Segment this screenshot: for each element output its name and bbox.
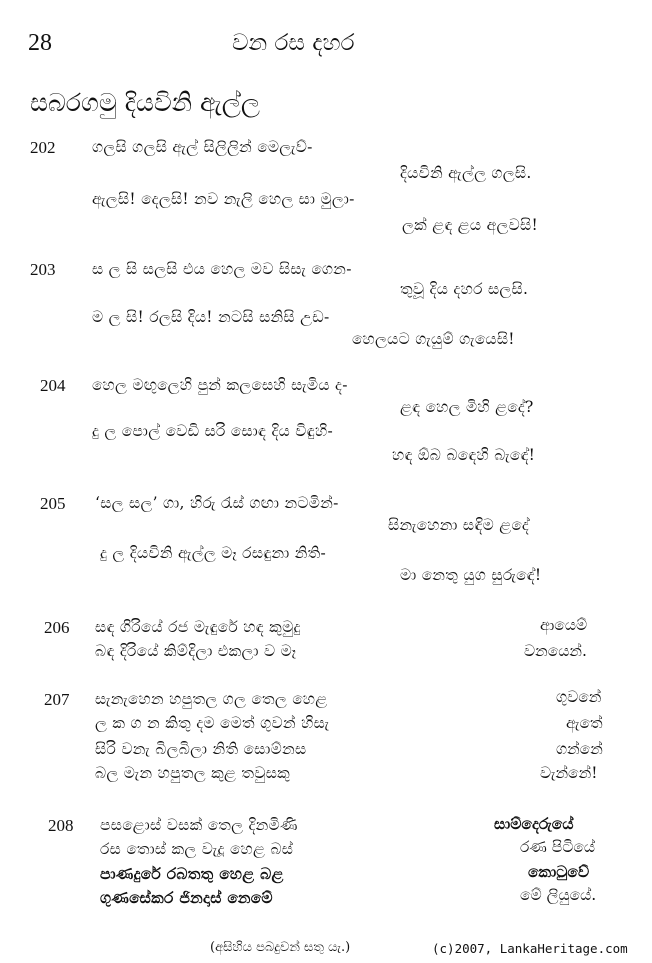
verse-line: හෙලයට ගැයුම් ගැයෙසි!: [352, 330, 515, 348]
verse-line: පසළොස් වසක් තෙල දිනමිණි: [100, 816, 298, 834]
verse-number: 205: [40, 494, 66, 513]
verse-line: බඳ දිරියේ කිම්දිලා එකලා ව මෑ: [95, 642, 297, 660]
verse-line: සිනැහෙනා සඳිම ළදේ: [388, 516, 530, 534]
verse-number: 203: [30, 260, 56, 279]
verse-line: රස තොස් කල වැදූ හෙළ බස්: [100, 840, 294, 858]
verse-line: දු ල දියවිනි ඇල්ල මෑ රසඳුනා නිති-: [100, 544, 327, 562]
verse-line: ලක් ළඳ ළය අලවසි!: [402, 216, 538, 234]
verse-line: ඇලසි! දෙලසි! නව නැලි හෙල සා මුලා-: [92, 190, 355, 208]
footer-note: (අසිහිය පබදුවන් සතු යැ.): [210, 940, 351, 955]
verse-line: ගුණසේකර ජිනදාස් නෙමේ: [100, 888, 273, 907]
verse-refrain: ඇතේ: [566, 714, 603, 732]
verse-refrain: ගුවනේ: [556, 688, 602, 706]
verse-number: 204: [40, 376, 66, 395]
verse-line: ස ල සි සලසි එය හෙල මව සිසැ ගෙන-: [92, 260, 352, 278]
verse-refrain: ගන්නේ: [556, 740, 603, 758]
page-number: 28: [28, 30, 52, 56]
verse-line: තුවූ දිය දහර සලසි.: [400, 280, 529, 298]
copyright-notice: (c)2007, LankaHeritage.com: [432, 941, 628, 956]
verse-number: 208: [48, 816, 74, 835]
verse-line: සඳ ගිරියේ රජ මැඳුරේ හඳ කුමුදු: [95, 618, 301, 636]
verse-refrain: සාම්දෙරුයේ: [494, 814, 574, 833]
verse-line: සැනැහෙන හපුතල ගල තෙල හෙළ: [95, 690, 328, 708]
verse-refrain: ආයෙම්: [540, 616, 588, 634]
verse-line: ම ල සි! රලසි දිය! නටසි සනිසි උඩ-: [92, 308, 330, 326]
verse-line: පාණදුරේ රබතතු හෙළ බළ: [100, 864, 284, 883]
running-title: වන රස දහර: [232, 30, 355, 56]
verse-number: 207: [44, 690, 70, 709]
verse-line: ගලසි ගලසි ඇල් සිලිලින් මෙලැව්-: [92, 138, 313, 156]
verse-line: සිරි වනැ බිලබිලා නිති සොම්නස: [95, 740, 307, 758]
verse-line: ළඳ හෙල මිහි ළදේ?: [400, 398, 534, 416]
verse-refrain: වැන්නේ!: [540, 764, 598, 782]
verse-line: බල මැන හපුතල කුළ තවුසකු: [95, 764, 291, 782]
verse-line: ල ක ග න කිතු දම මෙත් ගුවන් හිසැ: [95, 714, 330, 732]
verse-number: 202: [30, 138, 56, 157]
verse-line: මා නෙතු යුග සුරුඳේ!: [400, 566, 542, 584]
verse-refrain: කොටුවේ: [528, 862, 590, 881]
verse-refrain: රණ පිටියේ: [520, 838, 596, 856]
verse-number: 206: [44, 618, 70, 637]
verse-line: හඳ ඕබ බඳෙහි බැඳේ!: [392, 446, 536, 464]
verse-line: දු ල පොල් වෙඩි සරි සොඳ දිය විඳුහි-: [92, 422, 333, 440]
verse-refrain: වනයෙන්.: [524, 642, 587, 660]
verse-refrain: මේ ලියුයේ.: [520, 886, 597, 904]
verse-line: ‘සල සල’ ගා, හිරු රැස් ගඟා නටමින්-: [95, 494, 339, 512]
section-title: සබරගමු දියවිනි ඇල්ල: [30, 88, 260, 117]
verse-line: දියවිනි ඇල්ල ගලසි.: [400, 164, 532, 182]
verse-line: හෙල මඟුලෙහි පුන් කලසෙහි සැමිය ද-: [92, 376, 348, 394]
